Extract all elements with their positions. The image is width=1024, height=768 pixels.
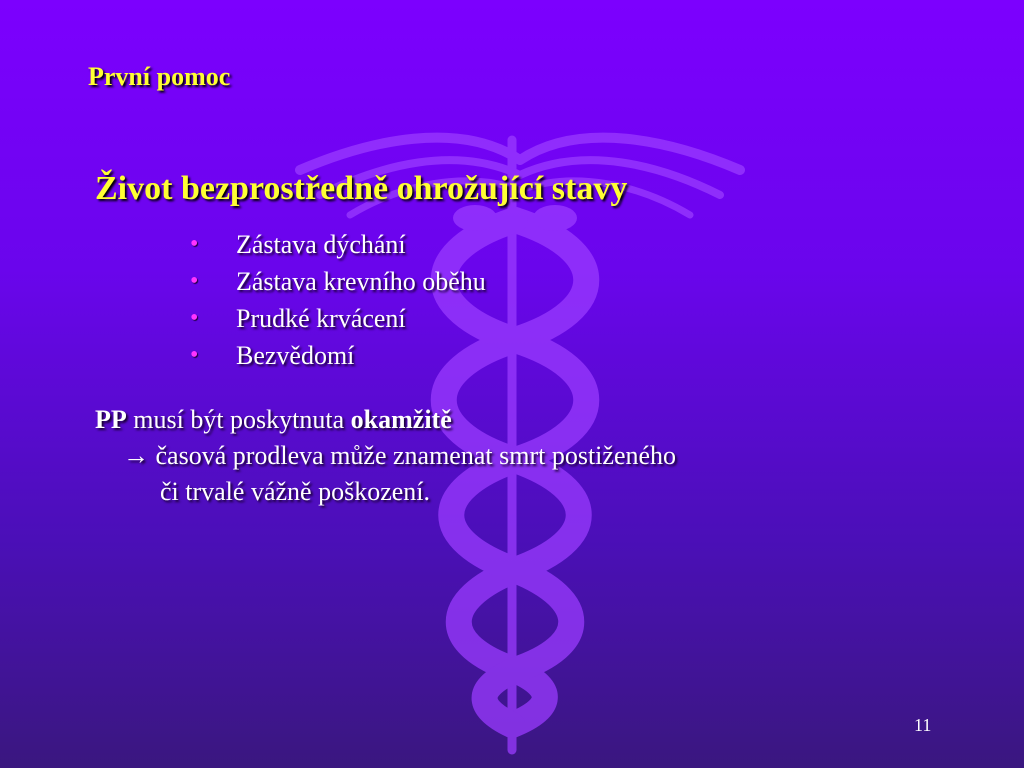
list-item-text: Zástava krevního oběhu [236, 267, 486, 296]
list-item-text: Zástava dýchání [236, 230, 406, 259]
bold-term: okamžitě [350, 405, 452, 434]
paragraph-text: musí být poskytnuta [126, 405, 351, 434]
page-title: První pomoc [88, 62, 231, 91]
bullet-icon: • [190, 342, 199, 368]
main-heading: Život bezprostředně ohrožující stavy [95, 170, 628, 207]
paragraph-line [95, 402, 676, 438]
bullet-icon: • [190, 231, 199, 257]
paragraph-line: či trvalé vážně poškození. [160, 477, 430, 506]
bullet-icon: • [190, 305, 199, 331]
body-paragraph [95, 402, 676, 510]
list-item-text: Bezvědomí [236, 341, 355, 370]
slide-number: 11 [914, 715, 932, 735]
bullet-icon: • [190, 268, 199, 294]
paragraph-line: → časová prodleva může znamenat smrt postiženého [123, 441, 677, 470]
list-item-text: Prudké krvácení [236, 304, 406, 333]
bold-term: PP [95, 405, 127, 434]
